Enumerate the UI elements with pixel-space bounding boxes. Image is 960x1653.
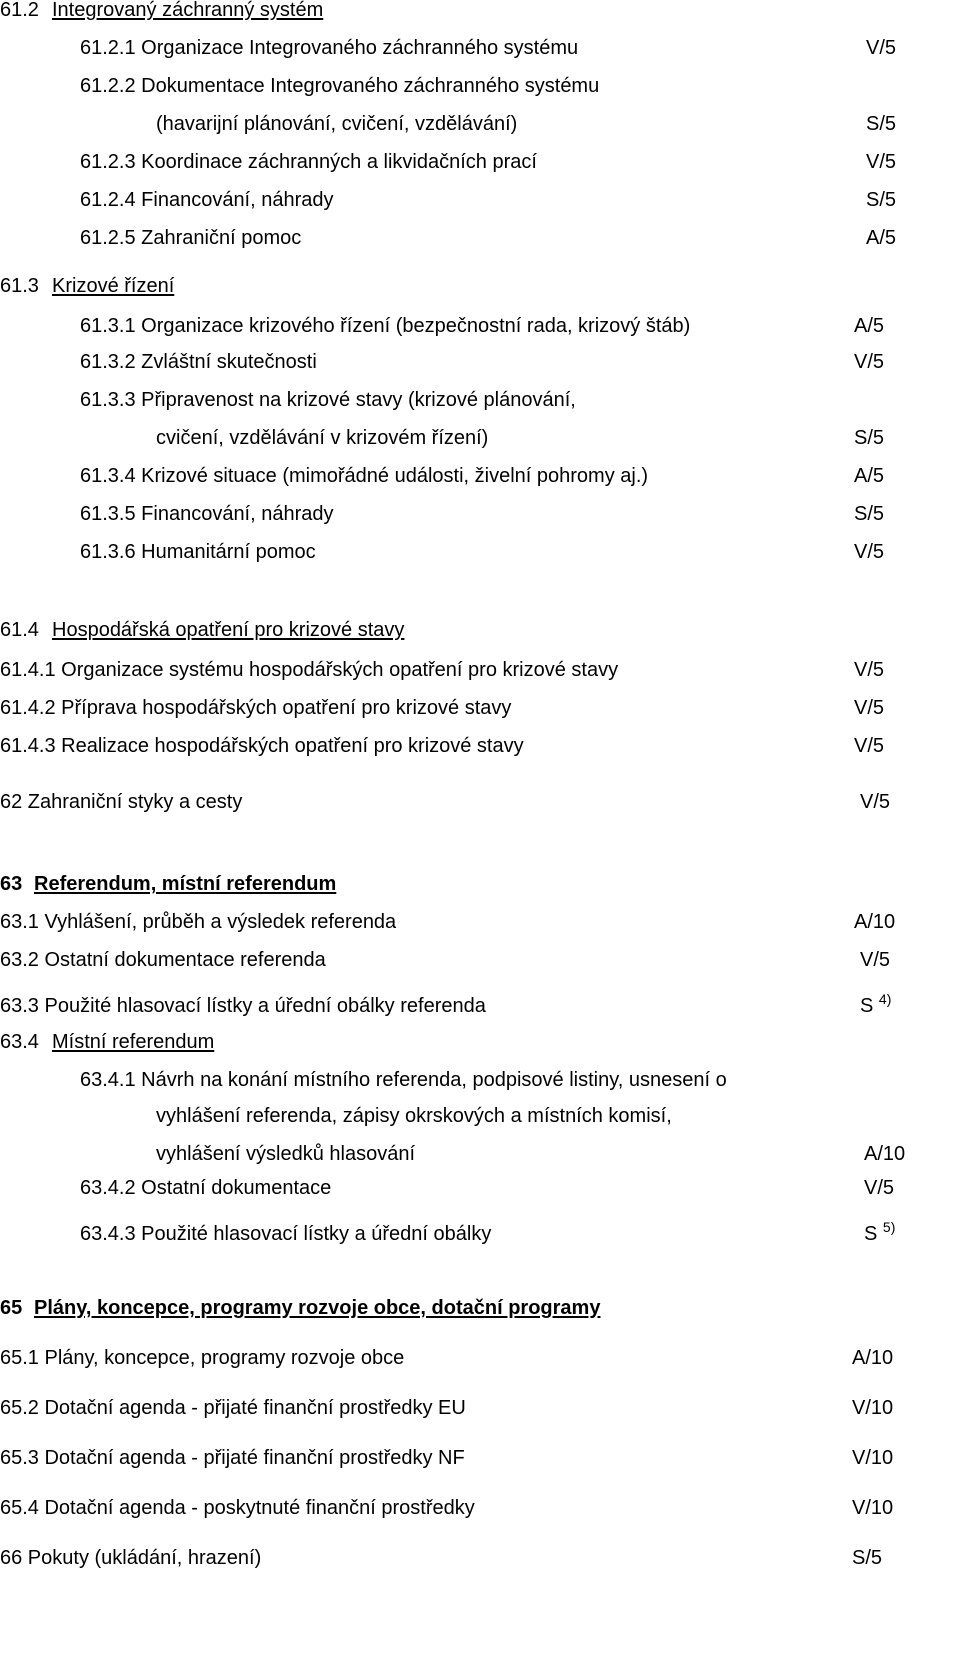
- item-label: 61.3.4 Krizové situace (mimořádné události, živelní pohromy aj.): [80, 465, 649, 487]
- list-item: [0, 384, 960, 414]
- section-title: Krizové řízení: [52, 275, 175, 297]
- retention-code: A/10: [864, 1143, 906, 1165]
- retention-code: A/5: [866, 227, 897, 249]
- list-item: [0, 498, 960, 528]
- item-label: 61.3.2 Zvláštní skutečnosti: [80, 351, 317, 373]
- item-label: 61.3.3 Připravenost na krizové stavy (krizové plánování,: [80, 389, 576, 411]
- retention-code-letter: S: [860, 995, 874, 1017]
- item-label: 63.2 Ostatní dokumentace referenda: [0, 949, 326, 971]
- item-label: 65.4 Dotační agenda - poskytnuté finanční prostředky: [0, 1497, 475, 1519]
- retention-code: V/5: [866, 151, 897, 173]
- item-label: 65.2 Dotační agenda - přijaté finanční prostředky EU: [0, 1397, 466, 1419]
- list-item-continuation: [0, 422, 960, 452]
- list-item: [0, 786, 960, 816]
- list-item: [0, 730, 960, 760]
- item-label: 61.4.1 Organizace systému hospodářských opatření pro krizové stavy: [0, 659, 619, 681]
- section-heading: [0, 1292, 960, 1322]
- item-label: 61.2.4 Financování, náhrady: [80, 189, 334, 211]
- item-label: 63.4.3 Použité hlasovací lístky a úřední obálky: [80, 1223, 492, 1245]
- item-label: 61.3.1 Organizace krizového řízení (bezpečnostní rada, krizový štáb): [80, 315, 691, 337]
- section-number: 63: [0, 873, 23, 895]
- retention-code: V/5: [860, 791, 891, 813]
- retention-code: A/10: [852, 1347, 894, 1369]
- retention-code: A/5: [854, 315, 885, 337]
- item-label-continuation: vyhlášení referenda, zápisy okrskových a místních komisí,: [156, 1105, 672, 1127]
- section-title: Integrovaný záchranný systém: [52, 0, 324, 21]
- item-label: 63.4.2 Ostatní dokumentace: [80, 1177, 332, 1199]
- item-label: 66 Pokuty (ukládání, hrazení): [0, 1547, 262, 1569]
- section-title: Referendum, místní referendum: [34, 873, 337, 895]
- retention-code: V/5: [864, 1177, 895, 1199]
- item-label-continuation: (havarijní plánování, cvičení, vzdělávání): [156, 113, 518, 135]
- list-item: [0, 1064, 960, 1094]
- list-item: [0, 692, 960, 722]
- list-item-continuation: [0, 1100, 960, 1130]
- item-label: 61.2.2 Dokumentace Integrovaného záchranného systému: [80, 75, 600, 97]
- list-item: [0, 1492, 960, 1522]
- retention-code: A/5: [854, 465, 885, 487]
- item-label: 65.3 Dotační agenda - přijaté finanční prostředky NF: [0, 1447, 465, 1469]
- retention-code: A/10: [854, 911, 896, 933]
- item-label: 63.3 Použité hlasovací lístky a úřední obálky referenda: [0, 995, 486, 1017]
- list-item: [0, 654, 960, 684]
- list-item: [0, 310, 960, 340]
- list-item: [0, 460, 960, 490]
- footnote-ref: 5): [882, 1219, 896, 1235]
- list-item: [0, 1342, 960, 1372]
- list-item: [0, 1392, 960, 1422]
- retention-code: S/5: [866, 189, 897, 211]
- section-title: Hospodářská opatření pro krizové stavy: [52, 619, 405, 641]
- item-label: 61.4.2 Příprava hospodářských opatření pro krizové stavy: [0, 697, 512, 719]
- retention-code: V/5: [854, 735, 885, 757]
- item-label: 65.1 Plány, koncepce, programy rozvoje obce: [0, 1347, 405, 1369]
- list-item: [0, 184, 960, 214]
- list-item: [0, 1172, 960, 1202]
- item-label: 62 Zahraniční styky a cesty: [0, 791, 243, 813]
- retention-code: V/10: [852, 1447, 894, 1469]
- list-item: [0, 944, 960, 974]
- list-item: [0, 1442, 960, 1472]
- item-label: 61.2.3 Koordinace záchranných a likvidačních prací: [80, 151, 537, 173]
- footnote-ref: 4): [878, 991, 892, 1007]
- retention-code: V/5: [866, 37, 897, 59]
- list-item: [0, 1218, 960, 1248]
- retention-code: [864, 1219, 896, 1245]
- list-item: [0, 990, 960, 1020]
- section-number: 61.3: [0, 275, 39, 297]
- list-item: [0, 70, 960, 100]
- section-number: 61.2: [0, 0, 39, 21]
- item-label: 61.4.3 Realizace hospodářských opatření pro krizové stavy: [0, 735, 524, 757]
- retention-code: S/5: [854, 427, 885, 449]
- section-number: 65: [0, 1297, 23, 1319]
- section-number: 61.4: [0, 619, 39, 641]
- item-label: 63.1 Vyhlášení, průběh a výsledek referenda: [0, 911, 397, 933]
- retention-code: S/5: [854, 503, 885, 525]
- item-label: 61.2.5 Zahraniční pomoc: [80, 227, 302, 249]
- section-heading: [0, 270, 960, 300]
- retention-code-letter: S: [864, 1223, 878, 1245]
- retention-code: V/10: [852, 1497, 894, 1519]
- item-label-continuation: vyhlášení výsledků hlasování: [156, 1143, 416, 1165]
- retention-code: V/5: [854, 541, 885, 563]
- retention-code: V/10: [852, 1397, 894, 1419]
- list-item: [0, 536, 960, 566]
- list-item: [0, 346, 960, 376]
- retention-code: S/5: [852, 1547, 883, 1569]
- item-label: 63.4.1 Návrh na konání místního referenda, podpisové listiny, usnesení o: [80, 1069, 727, 1091]
- list-item-continuation: [0, 1138, 960, 1168]
- retention-code: V/5: [854, 659, 885, 681]
- list-item: [0, 146, 960, 176]
- subsection-heading: [0, 1026, 960, 1056]
- item-label-continuation: cvičení, vzdělávání v krizovém řízení): [156, 427, 489, 449]
- list-item-continuation: [0, 108, 960, 138]
- retention-code: V/5: [860, 949, 891, 971]
- item-label: 61.3.6 Humanitární pomoc: [80, 541, 316, 563]
- item-label: 61.2.1 Organizace Integrovaného záchranného systému: [80, 37, 579, 59]
- list-item: [0, 32, 960, 62]
- list-item: [0, 1542, 960, 1572]
- retention-code: S/5: [866, 113, 897, 135]
- retention-code: V/5: [854, 697, 885, 719]
- list-item: [0, 222, 960, 252]
- section-heading: [0, 614, 960, 644]
- section-title: Plány, koncepce, programy rozvoje obce, dotační programy: [34, 1297, 601, 1319]
- section-heading: [0, 868, 960, 898]
- list-item: [0, 906, 960, 936]
- section-heading: [0, 0, 960, 24]
- item-label: 61.3.5 Financování, náhrady: [80, 503, 334, 525]
- subsection-number: 63.4: [0, 1031, 39, 1053]
- retention-code: V/5: [854, 351, 885, 373]
- subsection-title: Místní referendum: [52, 1031, 215, 1053]
- retention-code: [860, 991, 892, 1017]
